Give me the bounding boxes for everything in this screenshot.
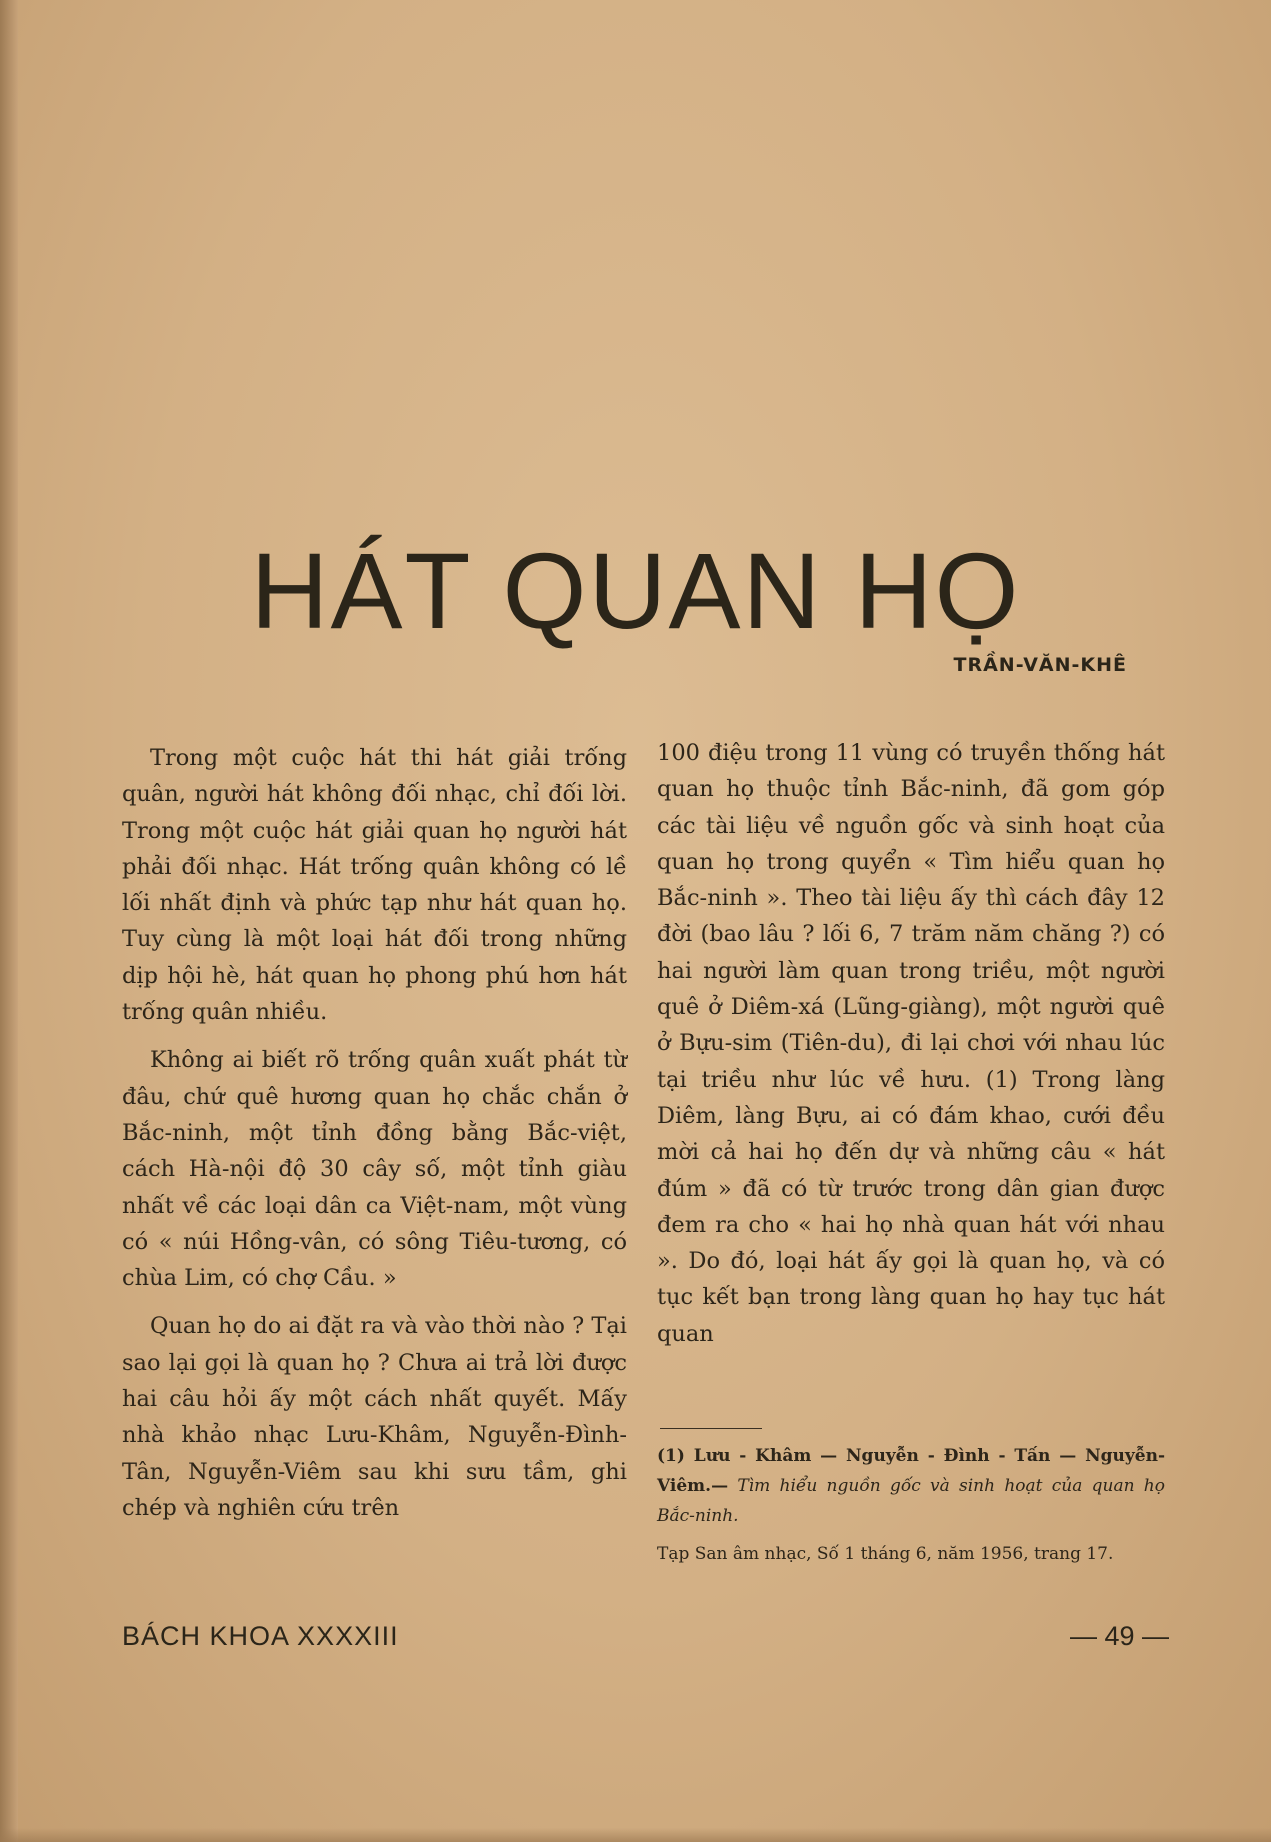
paragraph: Trong một cuộc hát thi hát giải trống quân, người hát không đối nhạc, chỉ đối lời. Trong một cuộc hát giải quan họ người hát phải đối nhạc. Hát trống quân không có lề lối nhất định và phức tạp như hát quan họ. Tuy cùng là một loại hát đối trong những dịp hội hè, hát quan họ phong phú hơn hát trống quân nhiều. (122, 745, 627, 1026)
footnote-divider (660, 1428, 762, 1429)
footnote-reference (657, 1441, 1165, 1531)
paragraph: Quan họ do ai đặt ra và vào thời nào ? Tại sao lại gọi là quan họ ? Chưa ai trả lời được hai câu hỏi ấy một cách nhất quyết. Mấy nhà khảo nhạc Lưu-Khâm, Nguyễn-Đình-Tân, Nguyễn-Viêm sau khi sưu tầm, ghi chép và nghiên cứu trên (122, 1313, 627, 1521)
article-title: HÁT QUAN HỌ (250, 530, 1021, 651)
footnote-ref-title: Tìm hiểu nguồn gốc và sinh hoạt của quan họ Bắc-ninh. (657, 1476, 1165, 1526)
left-text-column (122, 740, 627, 1538)
right-text-column (657, 735, 1165, 1364)
footnote-authors: (1) Lưu - Khâm — Nguyễn - Đình - Tấn — Nguyễn-Viêm.— (657, 1446, 1165, 1496)
footnote (657, 1441, 1165, 1577)
article-author: TRẦN-VĂN-KHÊ (953, 654, 1127, 676)
magazine-name: BÁCH KHOA XXXXIII (122, 1621, 399, 1651)
paragraph: Không ai biết rõ trống quân xuất phát từ đâu, chứ quê hương quan họ chắc chắn ở Bắc-ninh, một tỉnh đồng bằng Bắc-việt, cách Hà-nội độ 30 cây số, một tỉnh giàu nhất về các loại dân ca Việt-nam, một vùng có « núi Hồng-vân, có sông Tiêu-tương, có chùa Lim, có chợ Cầu. » (122, 1047, 627, 1292)
page-number: — 49 — (1069, 1621, 1169, 1651)
paragraph: 100 điệu trong 11 vùng có truyền thống hát quan họ thuộc tỉnh Bắc-ninh, đã gom góp các tài liệu về nguồn gốc và sinh hoạt của quan họ trong quyển « Tìm hiểu quan họ Bắc-ninh ». Theo tài liệu ấy thì cách đây 12 đời (bao lâu ? lối 6, 7 trăm năm chăng ?) có hai người làm quan trong triều, một người quê ở Diêm-xá (Lũng-giàng), một người quê ở Bựu-sim (Tiên-du), đi lại chơi với nhau lúc tại triều như lúc về hưu. (1) Trong làng Diêm, làng Bựu, ai có đám khao, cưới đều mời cả hai họ đến dự và những câu « hát đúm » đã có từ trước trong dân gian được đem ra cho « hai họ nhà quan hát với nhau ». Do đó, loại hát ấy gọi là quan họ, và có tục kết bạn trong làng quan họ hay tục hát quan (657, 740, 1165, 1347)
page-edge-shadow (0, 0, 18, 1842)
footnote-source: Tạp San âm nhạc, Số 1 tháng 6, năm 1956, trang 17. (657, 1544, 1114, 1564)
page-bottom-edge (0, 1828, 1271, 1842)
